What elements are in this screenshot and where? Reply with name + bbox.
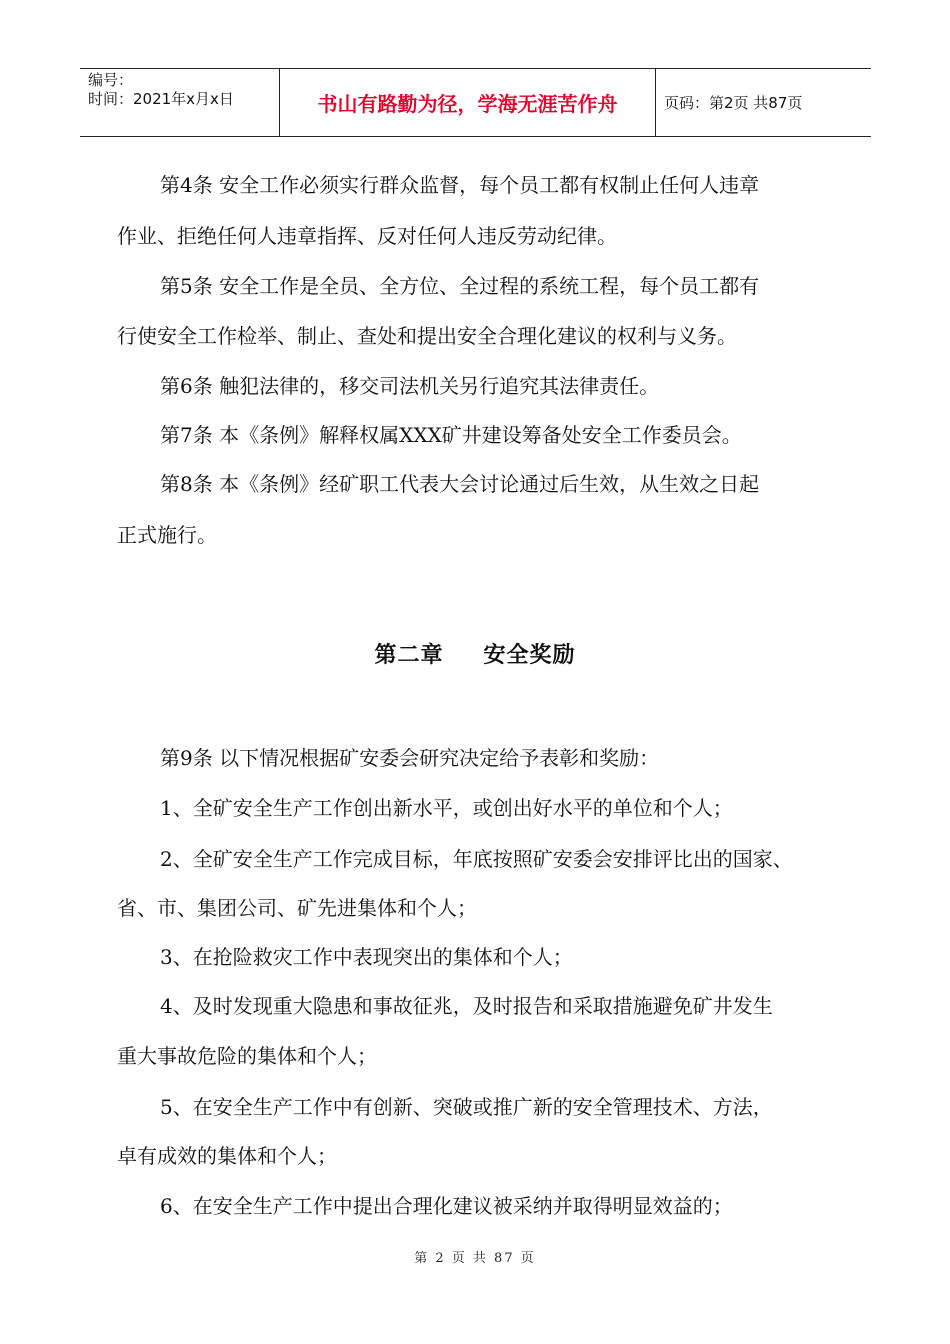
paragraph-line: 第6条 触犯法律的，移交司法机关另行追究其法律责任。 — [160, 374, 660, 398]
list-item: 2、全矿安全生产工作完成目标，年底按照矿安委会安排评比出的国家、 — [160, 847, 793, 871]
page-header — [80, 68, 871, 137]
list-item: 重大事故危险的集体和个人； — [117, 1044, 377, 1068]
paragraph-line: 行使安全工作检举、制止、查处和提出安全合理化建议的权利与义务。 — [117, 324, 737, 348]
header-motto: 书山有路勤为径，学海无涯苦作舟 — [280, 69, 656, 136]
list-item: 省、市、集团公司、矿先进集体和个人； — [117, 896, 477, 920]
list-item: 1、全矿安全生产工作创出新水平，或创出好水平的单位和个人； — [160, 796, 733, 820]
header-number: 编号： — [88, 71, 134, 89]
list-item: 3、在抢险救灾工作中表现突出的集体和个人； — [160, 945, 573, 969]
list-item: 4、及时发现重大隐患和事故征兆，及时报告和采取措施避免矿井发生 — [160, 994, 773, 1018]
paragraph-line: 第4条 安全工作必须实行群众监督，每个员工都有权制止任何人违章 — [160, 173, 760, 197]
chapter-number: 第二章 — [374, 643, 444, 668]
paragraph-line: 正式施行。 — [117, 523, 217, 547]
header-page-code: 页码：第2页 共87页 — [664, 94, 803, 112]
paragraph-line: 作业、拒绝任何人违章指挥、反对任何人违反劳动纪律。 — [117, 224, 617, 248]
chapter-title: 安全奖励 — [483, 643, 576, 668]
article-line: 第9条 以下情况根据矿安委会研究决定给予表彰和奖励： — [160, 746, 660, 770]
list-item: 卓有成效的集体和个人； — [117, 1144, 337, 1168]
paragraph-line: 第7条 本《条例》解释权属XXX矿井建设筹备处安全工作委员会。 — [160, 423, 742, 447]
chapter-heading — [0, 638, 950, 669]
list-item: 6、在安全生产工作中提出合理化建议被采纳并取得明显效益的； — [160, 1194, 733, 1218]
paragraph-line: 第5条 安全工作是全员、全方位、全过程的系统工程，每个员工都有 — [160, 274, 760, 298]
header-meta — [80, 69, 280, 136]
header-time: 时间：2021年x月x日 — [88, 90, 234, 108]
list-item: 5、在安全生产工作中有创新、突破或推广新的安全管理技术、方法， — [160, 1095, 773, 1119]
page-footer: 第 2 页 共 87 页 — [414, 1251, 536, 1266]
paragraph-line: 第8条 本《条例》经矿职工代表大会讨论通过后生效，从生效之日起 — [160, 472, 760, 496]
